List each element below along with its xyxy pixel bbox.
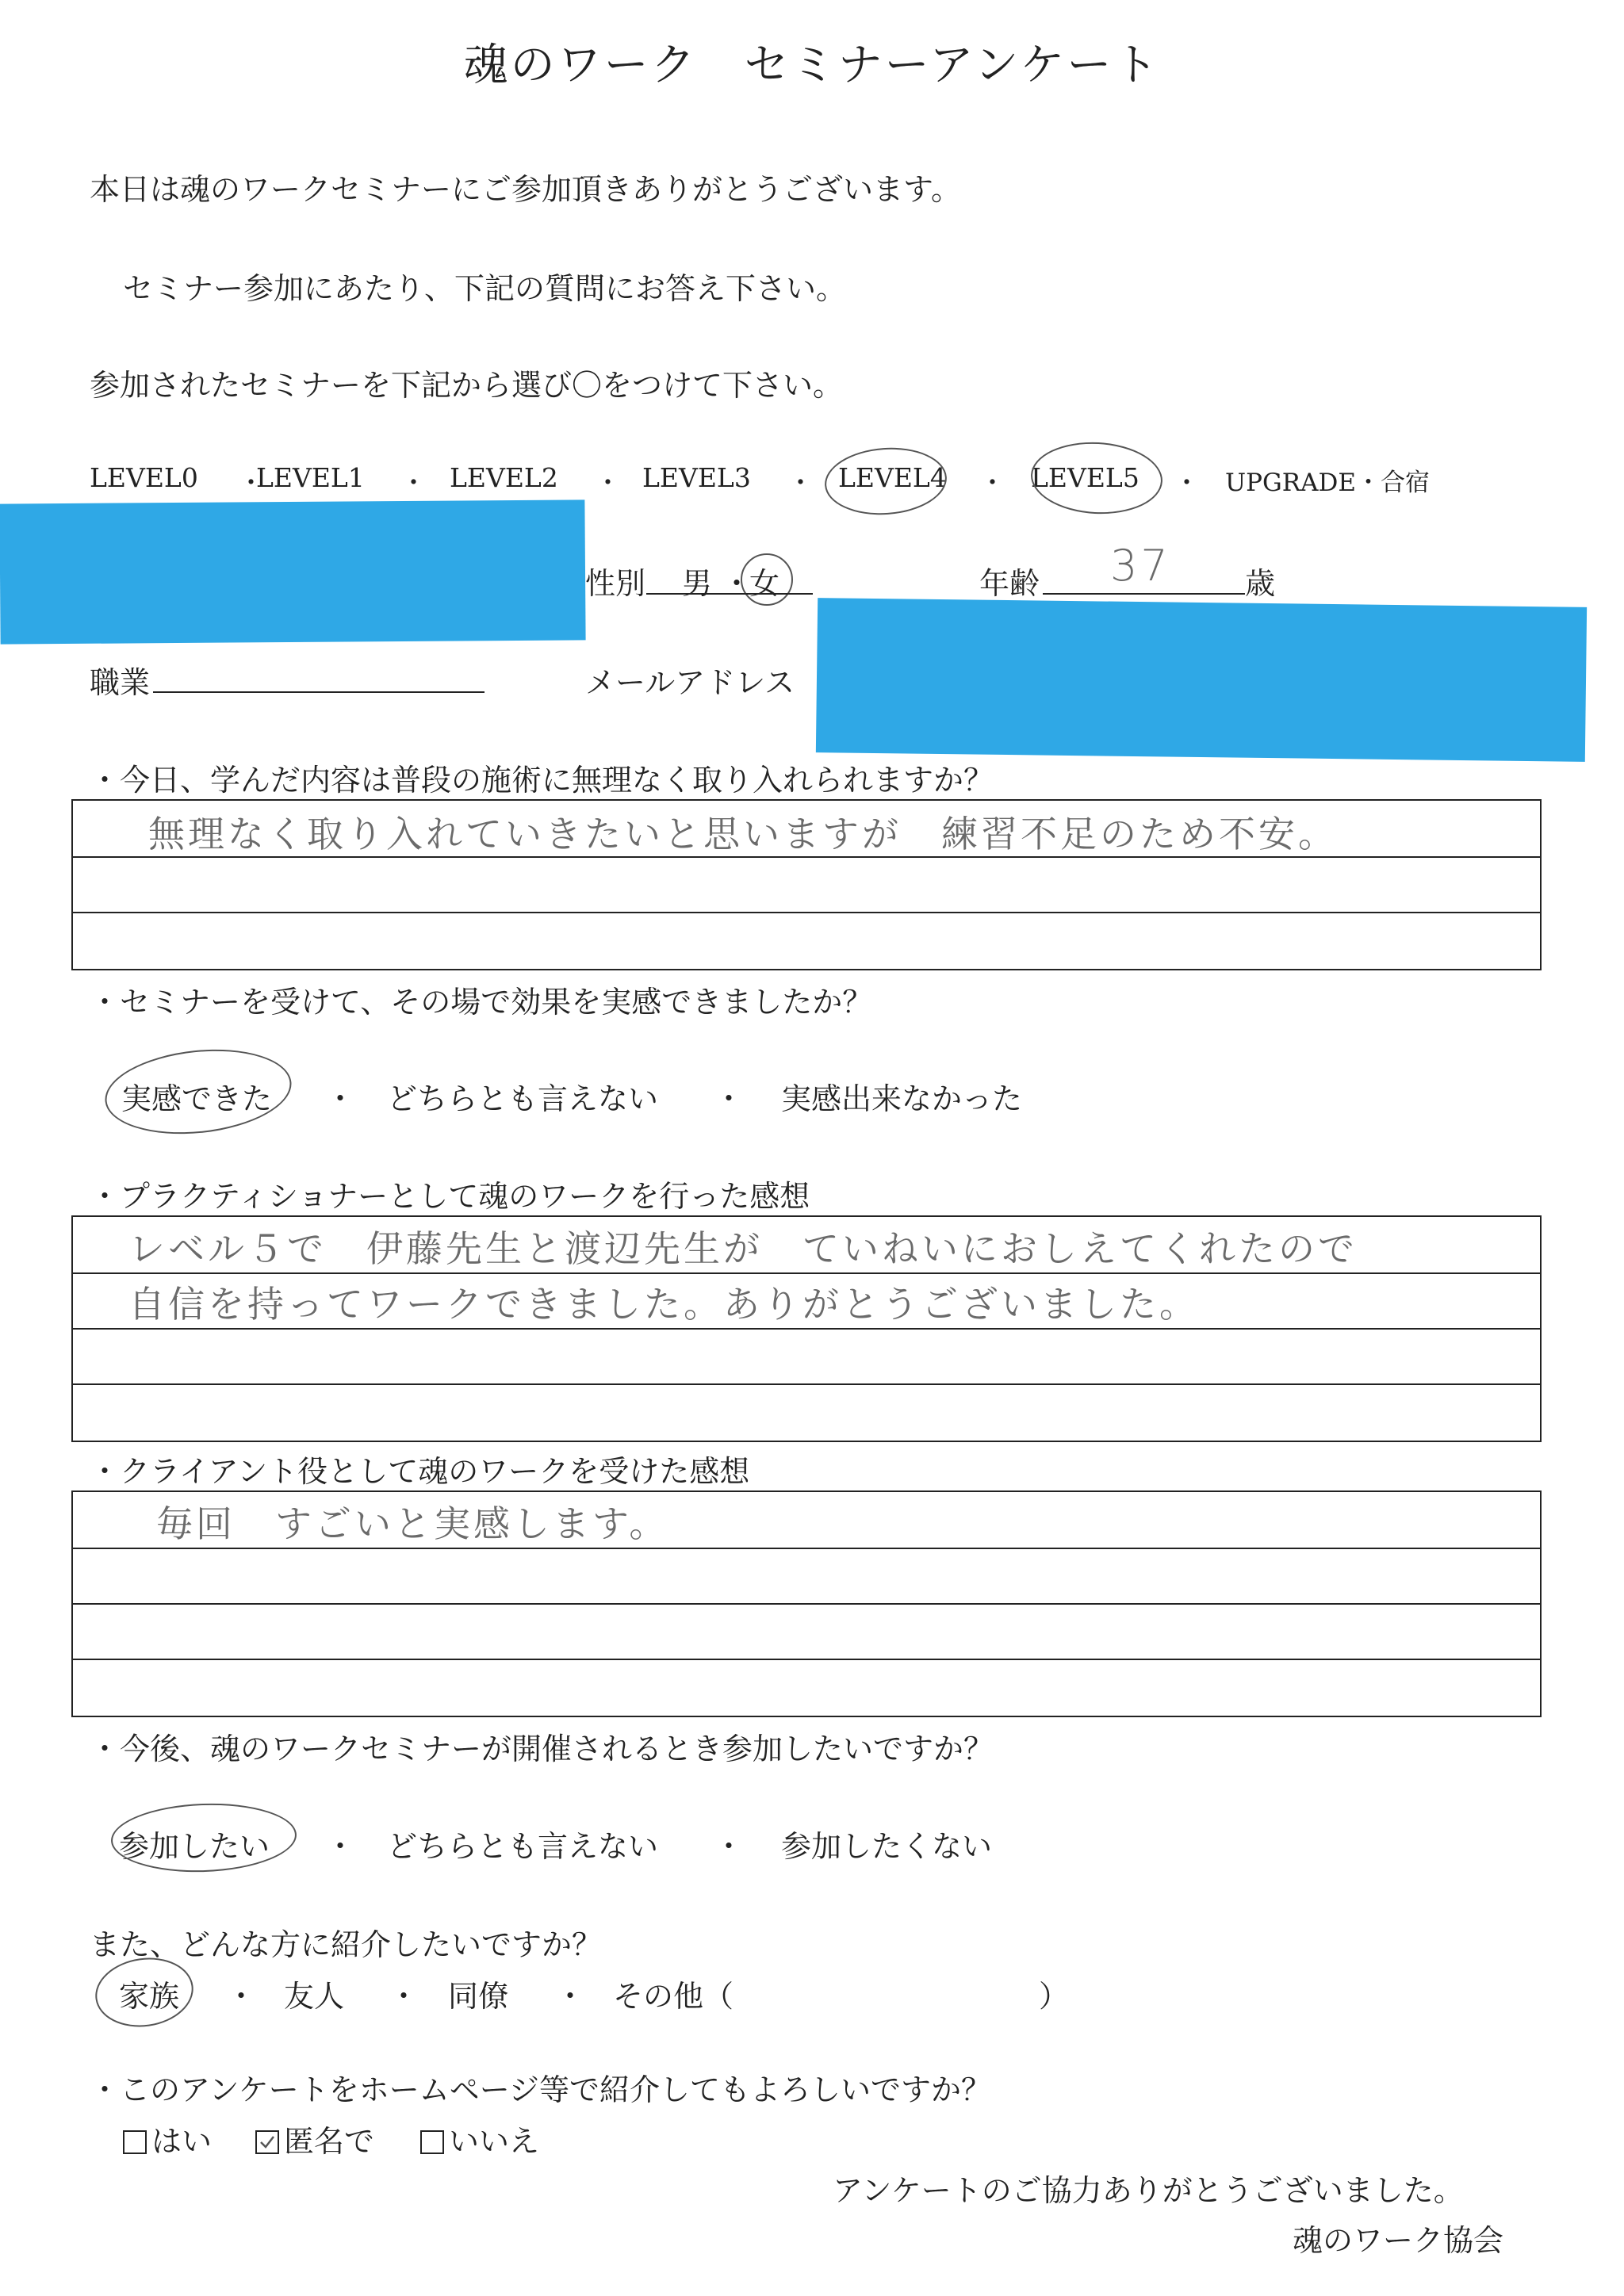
q3-answer-text-2: 自信を持ってワークできました。ありがとうございました。 [128,1283,1199,1326]
q4-question: ・クライアント役として魂のワークを受けた感想 [90,1454,750,1489]
occupation-field[interactable] [153,691,485,693]
gender-underline [646,593,813,595]
gender-dot: ・ [722,566,753,601]
age-unit: 歳 [1245,566,1276,601]
gender-selection-circle [741,553,793,606]
option-separator: ・ [226,1979,257,2014]
checkbox-no[interactable] [420,2130,444,2154]
q2-option-neutral[interactable]: どちらとも言えない [387,1081,659,1116]
q3-answer-line[interactable] [73,1217,1540,1274]
q6-option-other[interactable]: その他（ [613,1979,734,2014]
q1-answer-box[interactable] [71,799,1542,970]
q7-option-anonymous-label: 匿名で [284,2124,375,2159]
age-value[interactable]: 37 [1110,541,1171,591]
level-4[interactable]: LEVEL4 [838,462,947,493]
q7-option-no-label: いいえ [449,2124,540,2159]
q7-option-anonymous[interactable] [255,2117,374,2160]
redaction-tape-email [816,598,1587,762]
q4-answer-line[interactable] [73,1548,1540,1605]
intro-line-1: 本日は魂のワークセミナーにご参加頂きありがとうございます。 [90,172,961,207]
check-mark-icon [257,2132,278,2152]
intro-line-2: セミナー参加にあたり、下記の質問にお答え下さい。 [123,271,847,306]
q3-answer-line[interactable] [73,1328,1540,1385]
level-separator: ・ [1174,467,1200,498]
page-title: 魂のワーク セミナーアンケート [463,40,1161,91]
option-separator: ・ [555,1979,586,2014]
level-0[interactable]: LEVEL0 [90,462,198,493]
footer-org: 魂のワーク協会 [1293,2223,1504,2258]
level-5[interactable]: LEVEL5 [1031,462,1139,493]
email-label: メールアドレス [585,665,795,700]
option-separator: ・ [714,1829,745,1864]
q5-option-yes[interactable]: 参加したい [119,1829,270,1864]
q7-option-no[interactable] [420,2117,539,2160]
level-4-selection-circle [822,444,948,519]
q3-answer-line[interactable] [73,1272,1540,1330]
level-separator: ・ [595,467,621,498]
level-separator: ・ [979,467,1005,498]
level-3[interactable]: LEVEL3 [642,462,751,493]
q7-option-yes[interactable] [123,2117,212,2160]
q2-question: ・セミナーを受けて、その場で効果を実感できましたか？ [90,985,873,1020]
intro-line-3: 参加されたセミナーを下記から選び〇をつけて下さい。 [90,368,844,403]
q6-other-close: ） [1039,1979,1070,2014]
q1-answer-line[interactable] [73,801,1540,858]
q3-answer-text-1: レベル５で 伊藤先生と渡辺先生が ていねいにおしえてくれたので [128,1227,1358,1270]
q3-question: ・プラクティショナーとして魂のワークを行った感想 [90,1179,810,1214]
option-separator: ・ [325,1829,356,1864]
q2-option-yes[interactable]: 実感できた [121,1081,273,1116]
q6-question: また、どんな方に紹介したいですか？ [90,1927,603,1962]
level-separator: ・ [400,467,427,498]
age-label: 年齢 [979,566,1040,601]
q7-option-yes-label: はい [151,2124,213,2159]
q6-option-family[interactable]: 家族 [119,1979,180,2014]
q4-answer-box[interactable] [71,1490,1542,1717]
q3-answer-box[interactable] [71,1215,1542,1442]
occupation-label: 職業 [90,665,151,700]
level-1[interactable]: LEVEL1 [256,462,365,493]
level-separator: ・ [787,467,814,498]
q4-answer-text: 毎回 すごいと実感します。 [156,1502,669,1545]
q7-question: ・このアンケートをホームページ等で紹介してもよろしいですか？ [90,2072,991,2107]
level-upgrade[interactable]: UPGRADE・合宿 [1225,469,1430,497]
gender-label: 性別 [585,566,646,601]
footer-thanks: アンケートのご協力ありがとうございました。 [833,2173,1464,2208]
checkbox-anonymous-checked[interactable] [255,2130,279,2154]
redaction-tape-name [0,499,586,644]
q2-option-no[interactable]: 実感出来なかった [781,1081,1023,1116]
q5-question: ・今後、魂のワークセミナーが開催されるとき参加したいですか？ [90,1732,994,1766]
q4-answer-line[interactable] [73,1603,1540,1660]
q2-selection-circle [101,1041,296,1142]
age-underline [1043,593,1245,595]
q5-option-neutral[interactable]: どちらとも言えない [387,1829,659,1864]
level-2[interactable]: LEVEL2 [450,462,558,493]
q1-answer-text: 無理なく取り入れていきたいと思いますが 練習不足のため不安。 [148,813,1338,855]
gender-female[interactable]: 女 [749,566,780,601]
option-separator: ・ [325,1081,356,1116]
q4-answer-line[interactable] [73,1492,1540,1549]
q1-answer-line[interactable] [73,856,1540,913]
q6-option-colleague[interactable]: 同僚 [448,1979,509,2014]
option-separator: ・ [389,1979,419,2014]
level-5-selection-circle [1029,439,1164,518]
level-separator: ・ [238,467,264,498]
option-separator: ・ [714,1081,745,1116]
gender-male[interactable]: 男 [682,566,713,601]
checkbox-yes[interactable] [123,2130,147,2154]
q1-question: ・今日、学んだ内容は普段の施術に無理なく取り入れられますか？ [90,763,994,798]
q6-selection-circle [91,1952,198,2033]
q6-option-friend[interactable]: 友人 [284,1979,345,2014]
q5-option-no[interactable]: 参加したくない [781,1829,993,1864]
